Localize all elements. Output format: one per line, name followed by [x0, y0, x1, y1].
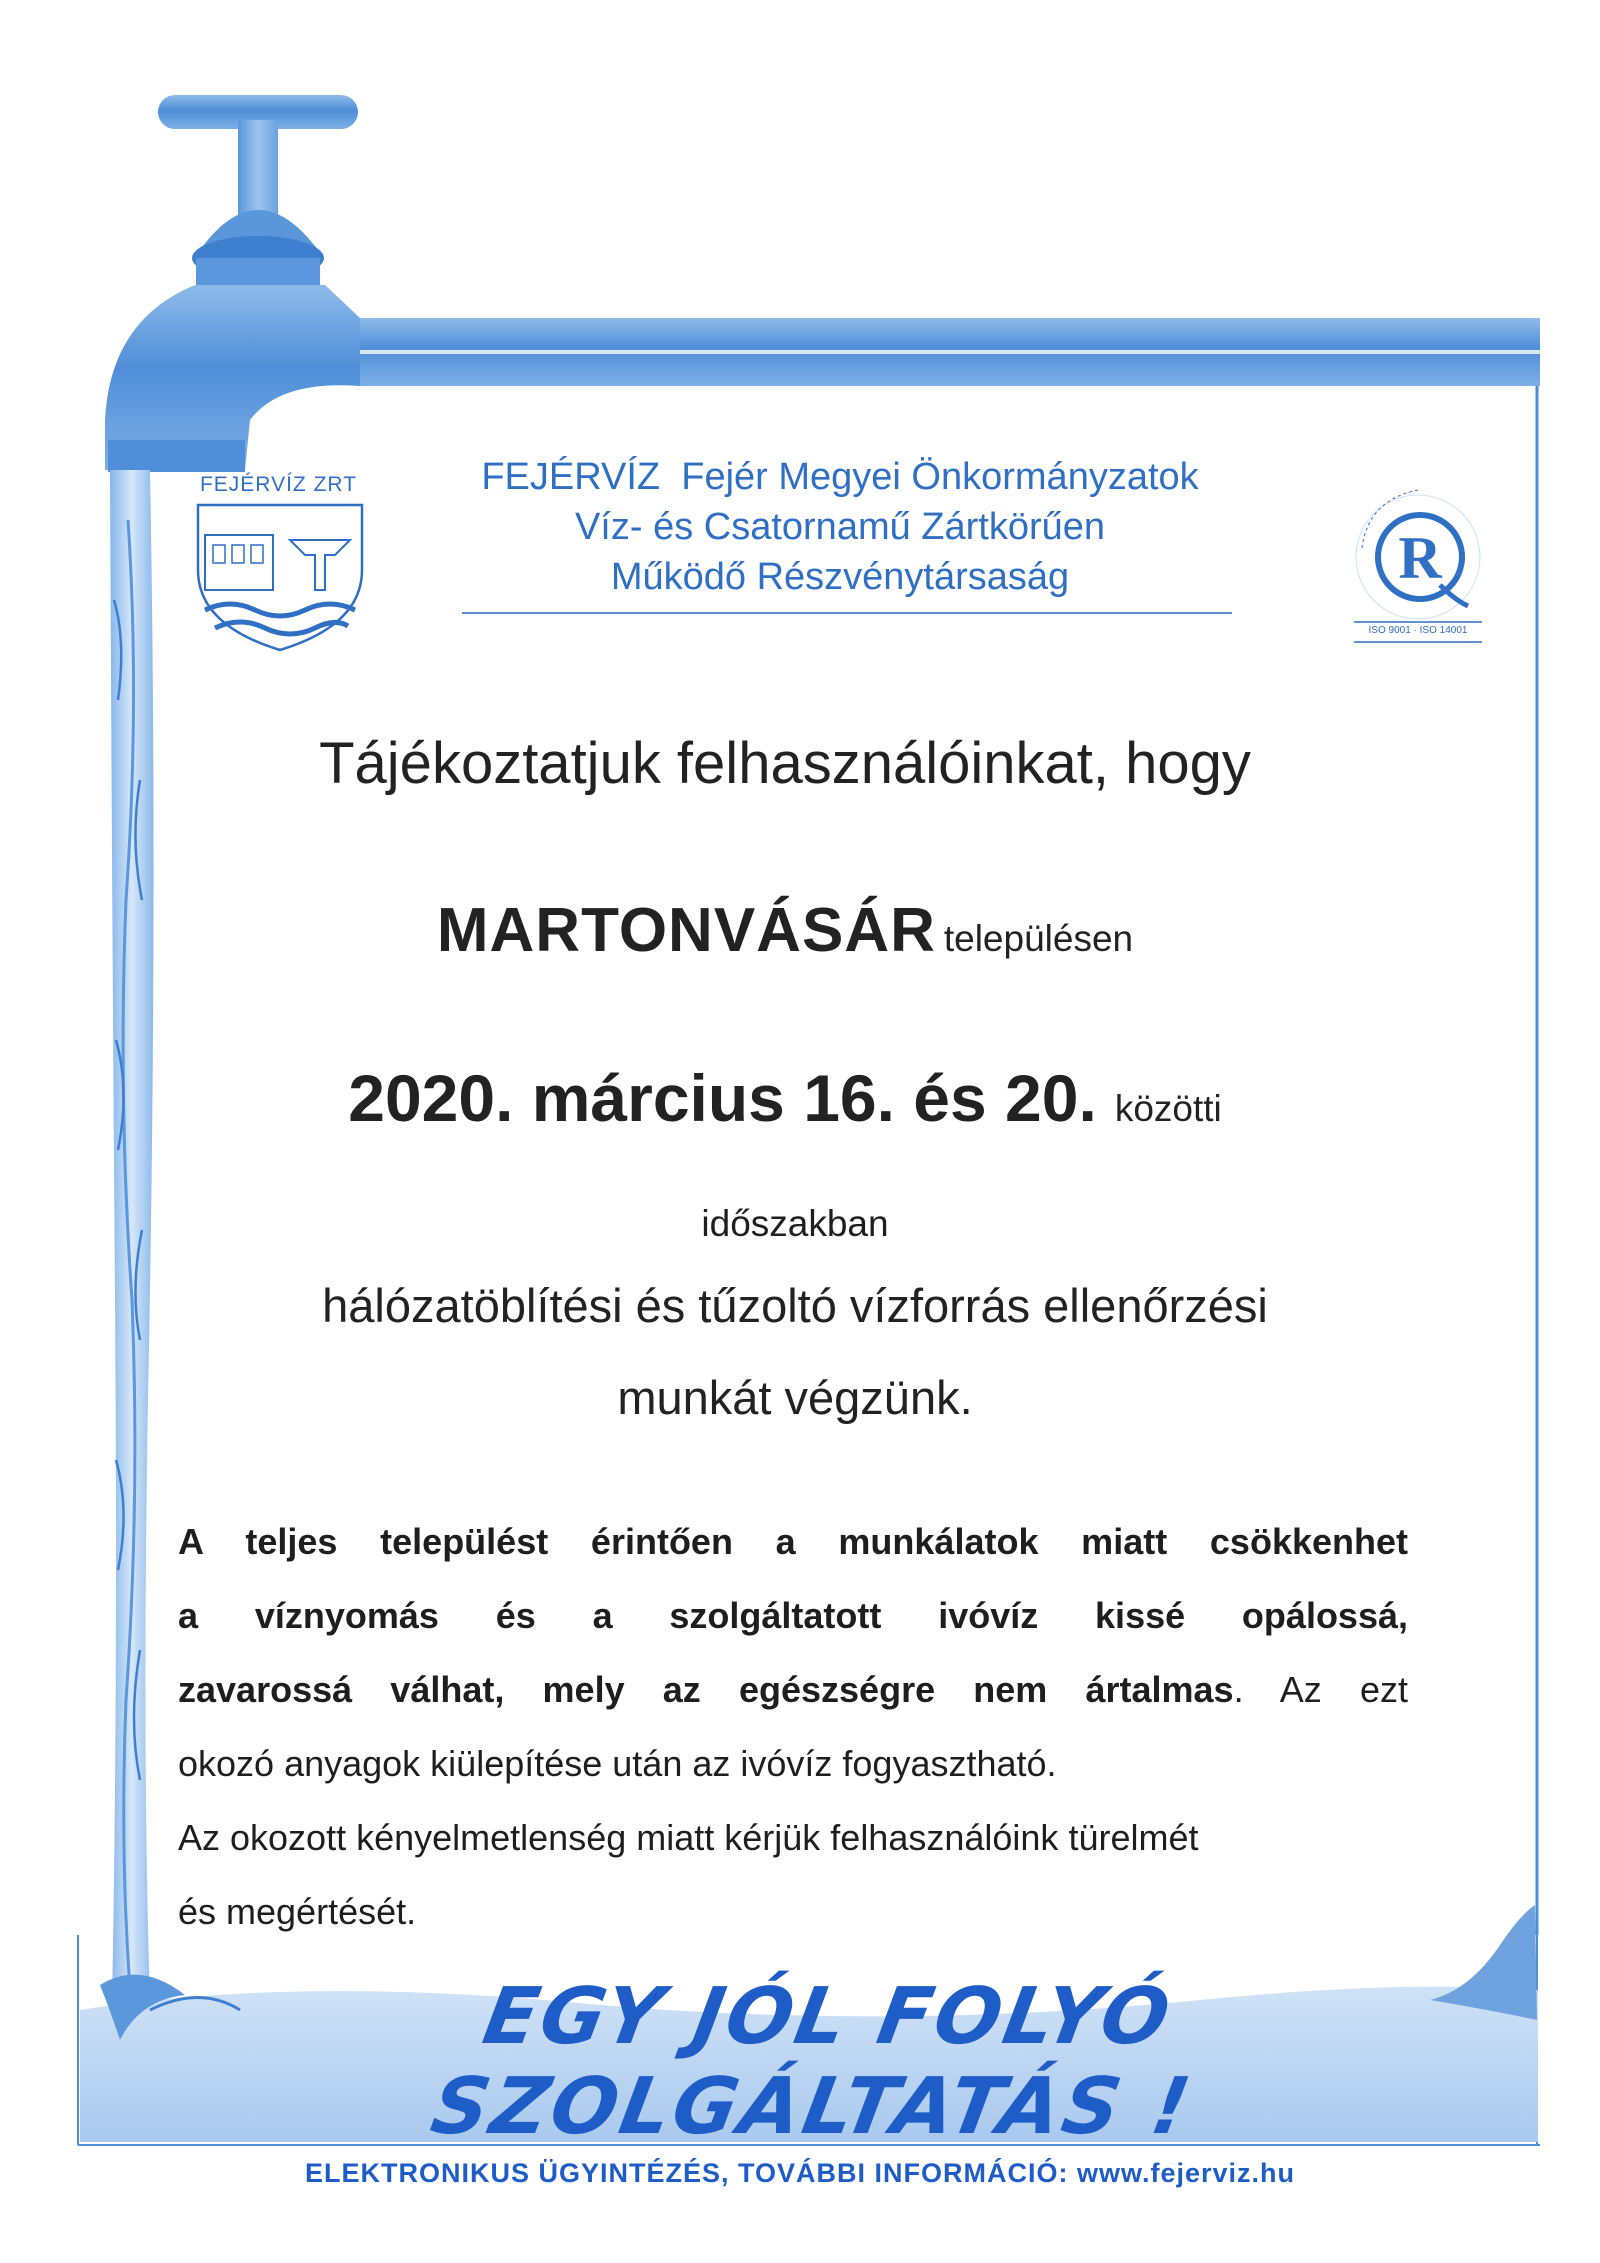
- footer-info: ELEKTRONIKUS ÜGYINTÉZÉS, TOVÁBBI INFORMÁCIÓ: www.fejerviz.hu: [304, 2158, 1296, 2188]
- town-line: [200, 895, 1370, 966]
- intro-line: Tájékoztatjuk felhasználóinkat, hogy: [319, 731, 1251, 796]
- notice-paragraph: [178, 1505, 1408, 1949]
- company-name-line1: [440, 452, 1240, 502]
- date-range: 2020. március 16. és 20.: [348, 1061, 1097, 1135]
- company-brand: FEJÉRVÍZ: [481, 456, 661, 498]
- notice-regular-segment: . Az ezt: [1233, 1669, 1408, 1710]
- company-name-rest: Fejér Megyei Önkormányzatok: [681, 456, 1199, 498]
- tap-handle: [158, 95, 358, 288]
- fejerviz-coat-of-arms-logo: [198, 505, 362, 650]
- date-line: [160, 1060, 1410, 1136]
- company-name-line2: Víz- és Csatornamű Zártkörűen: [574, 506, 1106, 548]
- certification-caption: ISO 9001 · ISO 14001: [1368, 625, 1468, 636]
- company-name-line3: Működő Részvénytársaság: [610, 556, 1070, 598]
- company-name-block: [440, 452, 1240, 602]
- work-description-line1: hálózatöblítési és tűzoltó vízforrás ellenőrzési: [322, 1279, 1268, 1332]
- notice-line: A teljes települést érintően a munkálatok miatt csökkenhet: [178, 1521, 1408, 1562]
- lrqa-certification-seal: [1354, 490, 1482, 642]
- notice-line: és megértését.: [178, 1891, 417, 1932]
- water-pipe: [105, 285, 1540, 472]
- logo-caption: FEJÉRVÍZ ZRT: [199, 473, 358, 496]
- svg-text:R: R: [1398, 525, 1442, 591]
- work-description-line2: munkát végzünk.: [617, 1371, 973, 1424]
- notice-bold-segment: zavarossá válhat, mely az egészségre nem ártalmas: [178, 1669, 1234, 1710]
- town-suffix: településen: [943, 918, 1134, 959]
- slogan: EGY JÓL FOLYÓ SZOLGÁLTATÁS !: [424, 1972, 1200, 2152]
- period-line: időszakban: [701, 1203, 889, 1244]
- notice-line: okozó anyagok kiülepítése után az ivóvíz fogyasztható.: [178, 1743, 1057, 1784]
- town-name: MARTONVÁSÁR: [436, 896, 936, 965]
- date-suffix: közötti: [1114, 1088, 1222, 1129]
- notice-line: [178, 1653, 1408, 1727]
- header-divider: [462, 612, 1232, 614]
- notice-line: a víznyomás és a szolgáltatott ivóvíz kissé opálossá,: [178, 1595, 1408, 1636]
- water-stream: [110, 470, 154, 2000]
- notice-line: Az okozott kényelmetlenség miatt kérjük felhasználóink türelmét: [178, 1817, 1199, 1858]
